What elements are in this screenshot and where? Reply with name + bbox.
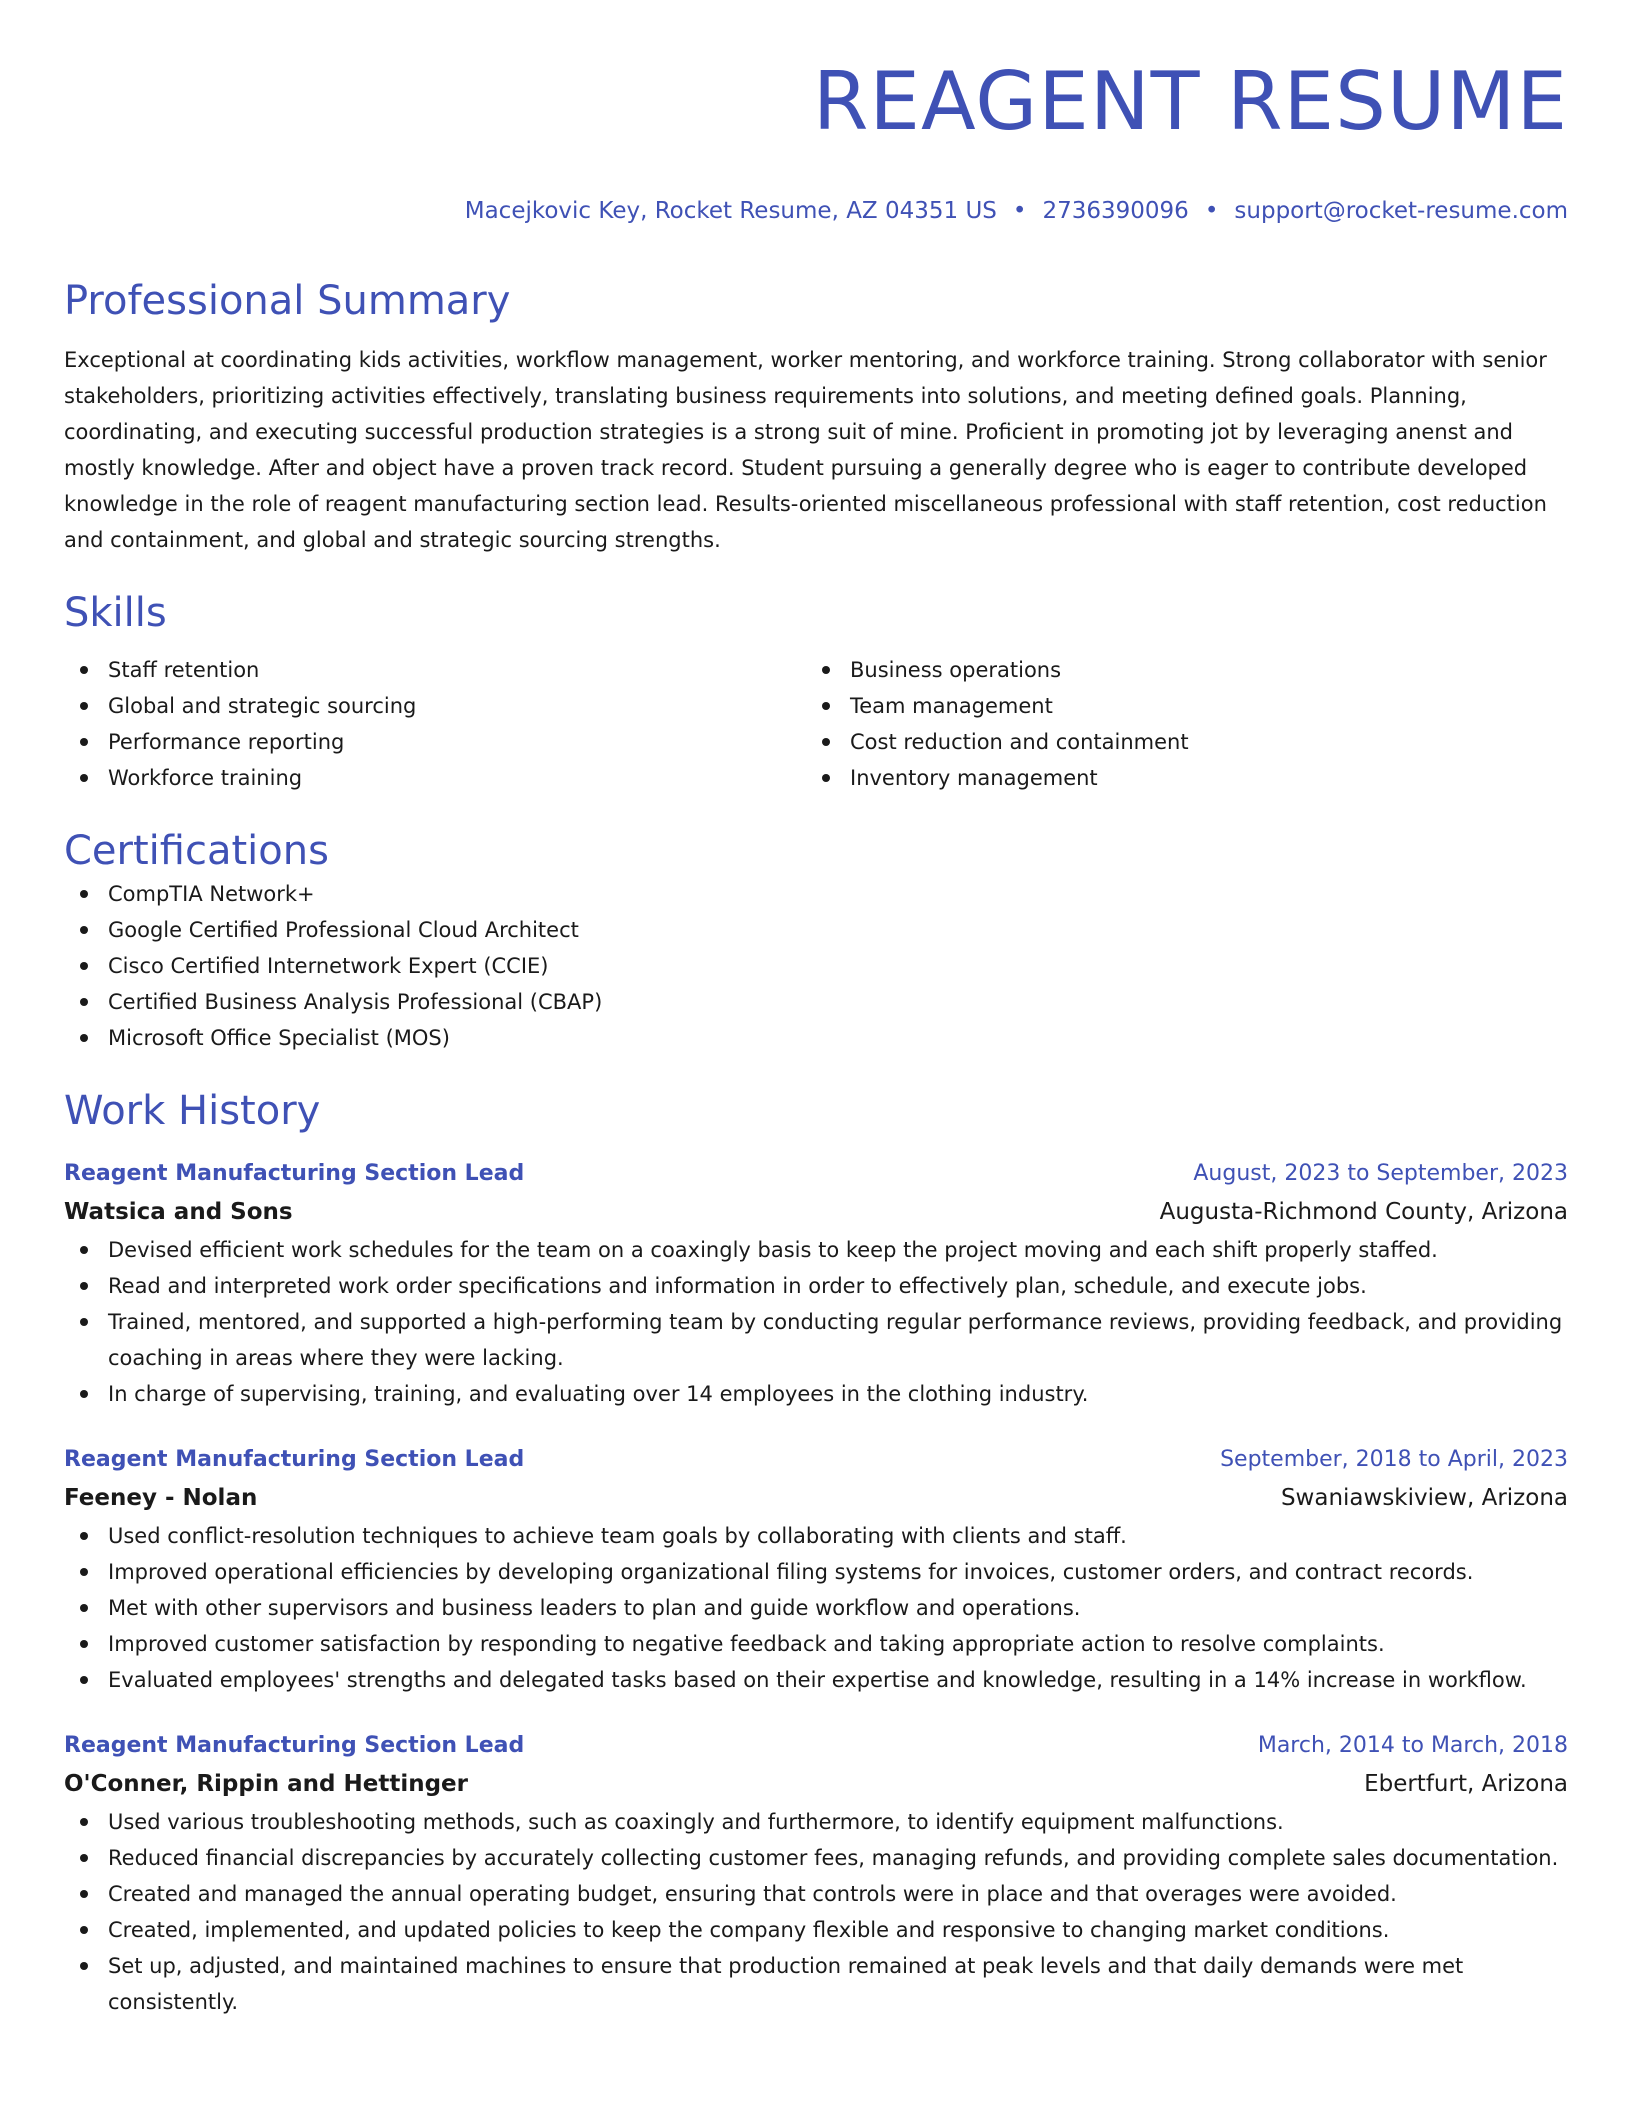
certification-item	[64, 948, 1568, 984]
job-duties-list	[64, 1232, 1568, 1412]
job-duty	[64, 1662, 1568, 1698]
job-dates: September, 2018 to April, 2023	[1220, 1447, 1568, 1472]
job-header	[64, 1728, 1568, 1764]
bullet-icon	[80, 1926, 88, 1934]
bullet-icon	[822, 738, 830, 746]
bullet-icon	[80, 774, 88, 782]
job-dates: March, 2014 to March, 2018	[1257, 1733, 1568, 1758]
job-company: Feeney - Nolan	[64, 1485, 258, 1511]
bullet-icon	[80, 1818, 88, 1826]
certifications-heading: Certifications	[64, 828, 329, 874]
certification-item	[64, 1020, 1568, 1056]
certification-text: CompTIA Network+	[108, 882, 315, 906]
job-duty	[64, 1554, 1568, 1590]
job-duties-list	[64, 1518, 1568, 1698]
contact-separator: •	[1012, 198, 1027, 224]
skill-item	[806, 688, 1548, 724]
work-history-heading: Work History	[64, 1088, 321, 1134]
job-title: Reagent Manufacturing Section Lead	[64, 1161, 525, 1186]
bullet-icon	[80, 1282, 88, 1290]
job-duty	[64, 1232, 1568, 1268]
certification-text: Google Certified Professional Cloud Architect	[108, 918, 579, 942]
job-duty	[64, 1912, 1568, 1948]
certification-text: Cisco Certified Internetwork Expert (CCIE)	[108, 954, 549, 978]
contact-address: Macejkovic Key, Rocket Resume, AZ 04351 US	[464, 198, 997, 224]
skill-text: Workforce training	[108, 766, 303, 790]
bullet-icon	[80, 1034, 88, 1042]
certification-item	[64, 984, 1568, 1020]
bullet-icon	[822, 666, 830, 674]
job-duty	[64, 1876, 1568, 1912]
certification-text: Certified Business Analysis Professional (CBAP)	[108, 990, 603, 1014]
job-location: Augusta-Richmond County, Arizona	[1159, 1199, 1568, 1225]
job-duty	[64, 1518, 1568, 1554]
job-company: Watsica and Sons	[64, 1199, 293, 1225]
skill-text: Staff retention	[108, 658, 260, 682]
bullet-icon	[80, 1640, 88, 1648]
bullet-icon	[80, 1390, 88, 1398]
job-entry	[64, 1442, 1568, 1698]
skills-list-left	[64, 652, 806, 796]
summary-text: Exceptional at coordinating kids activities, workflow management, worker mentoring, and workforce training. Strong collaborator with senior stakeholders, prioritizing activities effectively, translating business requirements into solutions, and meeting defined goals. Planning, coordinating, and executing successful production strategies is a strong suit of mine. Proficient in promoting jot by leveraging anenst and mostly knowledge. After and object have a proven track record. Student pursuing a generally degree who is eager to contribute developed knowledge in the role of reagent manufacturing section lead. Results-oriented miscellaneous professional with staff retention, cost reduction and containment, and global and strategic sourcing strengths.	[64, 348, 1547, 552]
skill-item	[64, 724, 806, 760]
job-location: Ebertfurt, Arizona	[1364, 1771, 1568, 1797]
bullet-icon	[80, 738, 88, 746]
certification-text: Microsoft Office Specialist (MOS)	[108, 1026, 450, 1050]
summary-heading: Professional Summary	[64, 278, 511, 324]
bullet-icon	[80, 1854, 88, 1862]
skill-text: Business operations	[850, 658, 1062, 682]
bullet-icon	[80, 1318, 88, 1326]
bullet-icon	[80, 702, 88, 710]
job-subheader	[64, 1478, 1568, 1518]
skill-item	[64, 652, 806, 688]
job-duty-text: Devised efficient work schedules for the team on a coaxingly basis to keep the project moving and each shift properly staffed.	[108, 1238, 1438, 1262]
job-header	[64, 1442, 1568, 1478]
skill-item	[64, 760, 806, 796]
bullet-icon	[80, 666, 88, 674]
job-duties-list	[64, 1804, 1568, 2020]
job-duty	[64, 1268, 1568, 1304]
skills-column-left	[64, 652, 806, 796]
job-duty-text: Evaluated employees' strengths and delegated tasks based on their expertise and knowledge, resulting in a 14% increase in workflow.	[108, 1668, 1527, 1692]
job-duty	[64, 1626, 1568, 1662]
skills-list-right	[806, 652, 1548, 796]
bullet-icon	[80, 1890, 88, 1898]
certification-item	[64, 876, 1568, 912]
job-duty-text: In charge of supervising, training, and evaluating over 14 employees in the clothing industry.	[108, 1382, 1089, 1406]
skill-text: Cost reduction and containment	[850, 730, 1189, 754]
job-duty-text: Trained, mentored, and supported a high-performing team by conducting regular performance reviews, providing feedback, and providing coaching in areas where they were lacking.	[108, 1310, 1563, 1370]
skills-column-right	[806, 652, 1548, 796]
skills-grid	[64, 652, 1568, 796]
skill-text: Team management	[850, 694, 1053, 718]
bullet-icon	[80, 1532, 88, 1540]
job-duty-text: Used various troubleshooting methods, such as coaxingly and furthermore, to identify equipment malfunctions.	[108, 1810, 1284, 1834]
job-entry	[64, 1728, 1568, 2020]
job-subheader	[64, 1764, 1568, 1804]
job-duty-text: Met with other supervisors and business leaders to plan and guide workflow and operations.	[108, 1596, 1081, 1620]
certifications-list	[64, 876, 1568, 1056]
job-duty-text: Improved operational efficiencies by developing organizational filing systems for invoices, customer orders, and contract records.	[108, 1560, 1474, 1584]
job-duty-text: Reduced financial discrepancies by accurately collecting customer fees, managing refunds, and providing complete sales documentation.	[108, 1846, 1559, 1870]
bullet-icon	[80, 962, 88, 970]
job-duty	[64, 1804, 1568, 1840]
bullet-icon	[80, 1676, 88, 1684]
certification-item	[64, 912, 1568, 948]
skill-item	[806, 724, 1548, 760]
job-duty-text: Read and interpreted work order specifications and information in order to effectively plan, schedule, and execute jobs.	[108, 1274, 1367, 1298]
job-entry	[64, 1156, 1568, 1412]
job-header	[64, 1156, 1568, 1192]
job-duty	[64, 1304, 1568, 1376]
skill-item	[806, 652, 1548, 688]
skill-text: Global and strategic sourcing	[108, 694, 417, 718]
job-duty-text: Created, implemented, and updated policies to keep the company flexible and responsive to changing market conditions.	[108, 1918, 1390, 1942]
candidate-name: REAGENT RESUME	[812, 55, 1568, 148]
bullet-icon	[80, 890, 88, 898]
job-duty-text: Created and managed the annual operating budget, ensuring that controls were in place and that overages were avoided.	[108, 1882, 1397, 1906]
job-duty-text: Set up, adjusted, and maintained machines to ensure that production remained at peak levels and that daily demands were met consistently.	[108, 1954, 1464, 2014]
bullet-icon	[822, 774, 830, 782]
contact-phone: 2736390096	[1042, 198, 1189, 224]
skill-text: Performance reporting	[108, 730, 345, 754]
skills-heading: Skills	[64, 590, 167, 636]
job-dates: August, 2023 to September, 2023	[1193, 1161, 1568, 1186]
job-duty	[64, 1590, 1568, 1626]
skill-item	[64, 688, 806, 724]
job-subheader	[64, 1192, 1568, 1232]
job-duty	[64, 1840, 1568, 1876]
job-duty-text: Improved customer satisfaction by responding to negative feedback and taking appropriate action to resolve complaints.	[108, 1632, 1385, 1656]
job-duty-text: Used conflict-resolution techniques to achieve team goals by collaborating with clients and staff.	[108, 1524, 1127, 1548]
resume-page	[64, 0, 1568, 2020]
skill-text: Inventory management	[850, 766, 1098, 790]
bullet-icon	[80, 1568, 88, 1576]
bullet-icon	[80, 1604, 88, 1612]
skill-item	[806, 760, 1548, 796]
job-location: Swaniawskiview, Arizona	[1280, 1485, 1568, 1511]
job-title: Reagent Manufacturing Section Lead	[64, 1733, 525, 1758]
bullet-icon	[80, 926, 88, 934]
bullet-icon	[80, 1962, 88, 1970]
job-duty	[64, 1376, 1568, 1412]
bullet-icon	[822, 702, 830, 710]
job-company: O'Conner, Rippin and Hettinger	[64, 1771, 468, 1797]
contact-line	[64, 196, 1568, 226]
contact-separator: •	[1204, 198, 1219, 224]
bullet-icon	[80, 1246, 88, 1254]
bullet-icon	[80, 998, 88, 1006]
job-duty	[64, 1948, 1568, 2020]
contact-email[interactable]: support@rocket-resume.com	[1234, 198, 1568, 224]
job-title: Reagent Manufacturing Section Lead	[64, 1447, 525, 1472]
